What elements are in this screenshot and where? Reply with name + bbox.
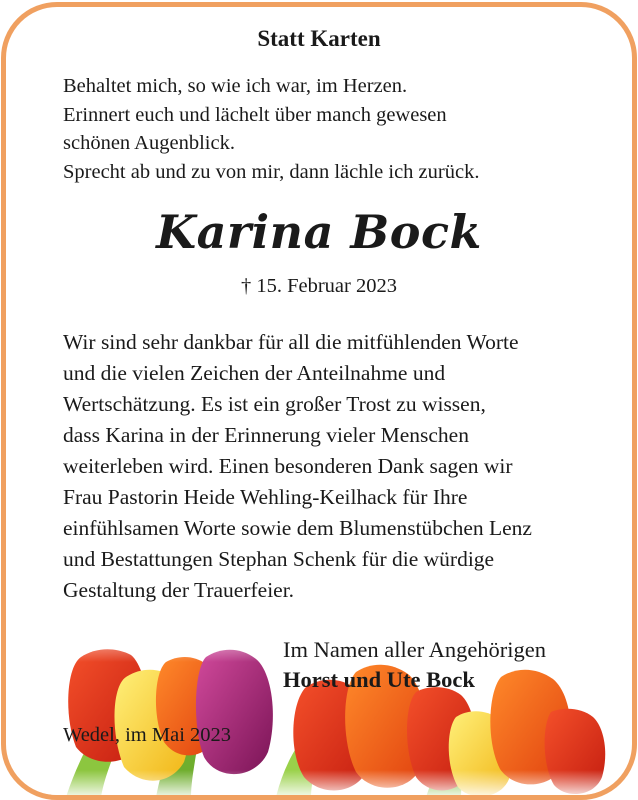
deceased-name: Karina Bock	[156, 205, 482, 259]
thanks-line: Gestaltung der Trauerfeier.	[63, 578, 295, 602]
signature-block	[283, 635, 546, 695]
death-date: † 15. Februar 2023	[240, 275, 397, 297]
thanks-line: dass Karina in der Erinnerung vieler Menschen	[63, 423, 469, 447]
thanks-line: und die vielen Zeichen der Anteilnahme und	[63, 361, 446, 385]
poem-line: schönen Augenblick.	[63, 132, 235, 154]
obituary-card	[1, 2, 637, 800]
poem	[63, 72, 603, 186]
poem-line: Behaltet mich, so wie ich war, im Herzen.	[63, 75, 408, 97]
signature-names: Horst und Ute Bock	[283, 667, 475, 692]
place-date: Wedel, im Mai 2023	[63, 724, 232, 746]
thanks-text	[63, 327, 623, 606]
thanks-line: weiterleben wird. Einen besonderen Dank sagen wir	[63, 454, 513, 478]
thanks-line: einfühlsamen Worte sowie dem Blumenstübchen Lenz	[63, 516, 532, 540]
thanks-line: Frau Pastorin Heide Wehling-Keilhack für Ihre	[63, 485, 468, 509]
heading: Statt Karten	[257, 26, 381, 51]
poem-line: Erinnert euch und lächelt über manch gewesen	[63, 103, 447, 126]
thanks-line: und Bestattungen Stephan Schenk für die würdige	[63, 547, 495, 571]
thanks-line: Wir sind sehr dankbar für all die mitfühlenden Worte	[63, 330, 519, 354]
thanks-line: Wertschätzung. Es ist ein großer Trost zu wissen,	[63, 392, 486, 416]
signature-intro: Im Namen aller Angehörigen	[283, 637, 547, 662]
poem-line: Sprecht ab und zu von mir, dann lächle ich zurück.	[63, 160, 480, 183]
